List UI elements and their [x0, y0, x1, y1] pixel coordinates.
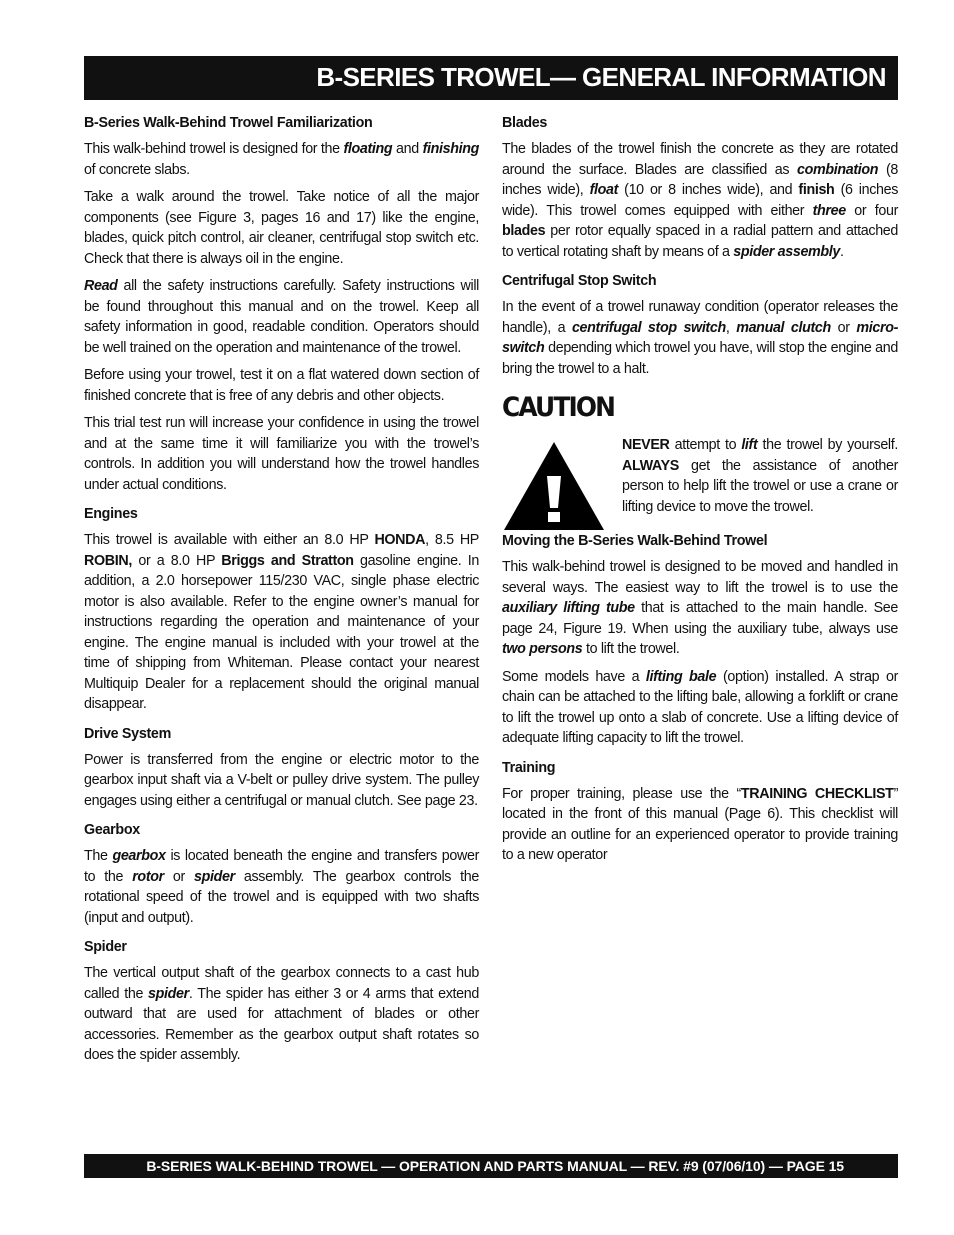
- heading-gearbox: Gearbox: [84, 822, 140, 838]
- heading-stop-switch: Centrifugal Stop Switch: [502, 273, 657, 289]
- para-stop-switch: In the event of a trowel runaway condition (operator releases the handle), a centrifugal stop switch, manual clutch or micro-switch depending which trowel you have, will stop the engine and bring the trowel to a halt.: [502, 299, 899, 377]
- heading-moving: Moving the B-Series Walk-Behind Trowel: [502, 533, 768, 549]
- heading-engines: Engines: [84, 506, 138, 522]
- right-column: [502, 114, 898, 873]
- warning-triangle-icon: [502, 440, 606, 532]
- para-familiarization-1: This walk-behind trowel is designed for the floating and finishing of concrete slabs.: [84, 141, 479, 178]
- caution-text: NEVER attempt to lift the trowel by yourself. ALWAYS get the assistance of another person to help lift the trowel or use a crane or lifting device to move the trowel.: [622, 437, 898, 515]
- caution-label: CAUTION: [502, 392, 615, 423]
- heading-spider: Spider: [84, 939, 127, 955]
- para-engines: This trowel is available with either an 8.0 HP HONDA, 8.5 HP ROBIN, or a 8.0 HP Briggs and Stratton gasoline engine. In addition, a 2.0 horsepower 115/230 VAC, single phase electric motor is also available. Refer to the engine owner’s manual for instructions regarding the operation and maintenance of your engine. The engine manual is included with your trowel at the time of shipping from Whiteman. Please contact your nearest Multiquip Dealer for a replacement should the original manual disappear.: [84, 532, 479, 712]
- footer-text: B-SERIES WALK-BEHIND TROWEL — OPERATION AND PARTS MANUAL — REV. #9 (07/06/10) — PAGE 15: [146, 1158, 844, 1174]
- para-familiarization-2: Take a walk around the trowel. Take notice of all the major components (see Figure 3, pages 16 and 17) like the engine, blades, quick pitch control, air cleaner, centrifugal stop switch etc. Check that there is always oil in the engine.: [84, 189, 479, 267]
- para-training: For proper training, please use the “TRAINING CHECKLIST” located in the front of this manual (Page 6). This checklist will provide an outline for an experienced operator to provide training to a new operator: [502, 785, 898, 863]
- heading-drive-system: Drive System: [84, 725, 171, 742]
- para-blades: The blades of the trowel finish the concrete as they are rotated around the surface. Blades are classified as combination (8 inches wide), float (10 or 8 inches wide), and finish (6 inches wide). This trowel comes equipped with either three or four blades per rotor equally spaced in a radial pattern and attached to vertical rotating shaft by means of a spider assembly.: [502, 141, 898, 260]
- para-gearbox: The gearbox is located beneath the engine and transfers power to the rotor or spider assembly. The gearbox controls the rotational speed of the trowel and is equipped with two shafts (input and output).: [84, 848, 480, 926]
- footer-bar: [84, 1154, 898, 1178]
- header-bar: [84, 56, 898, 100]
- heading-training: Training: [502, 759, 556, 776]
- para-familiarization-5: This trial test run will increase your confidence in using the trowel and at the same time it will familiarize you with the trowel’s controls. In addition you will understand how the trowel handles under actual conditions.: [84, 415, 479, 493]
- caution-block: [502, 393, 898, 532]
- para-moving-1: This walk-behind trowel is designed to be moved and handled in several ways. The easiest way to lift the trowel is to use the auxiliary lifting tube that is attached to the main handle. See page 24, Figure 19. When using the auxiliary tube, always use two persons to lift the trowel.: [502, 559, 898, 657]
- para-familiarization-4: Before using your trowel, test it on a flat watered down section of finished concrete that is free of any debris and other objects.: [84, 367, 479, 404]
- para-familiarization-3: Read all the safety instructions carefully. Safety instructions will be found throughout this manual and on the trowel. Keep all safety information in good, readable condition. Operators should be well trained on the operation and maintenance of the trowel.: [84, 278, 479, 356]
- left-column: [84, 114, 479, 1073]
- para-spider: The vertical output shaft of the gearbox connects to a cast hub called the spider. The spider has either 3 or 4 arms that extend outward that are used for attachment of blades or other accessories. Remember as the gearbox output shaft rotates so does the spider assembly.: [84, 965, 479, 1063]
- para-moving-2: Some models have a lifting bale (option) installed. A strap or chain can be attached to the lifting bale, allowing a forklift or crane to lift the trowel up onto a slab of concrete. Use a lifting device of adequate lifting capacity to lift the trowel.: [502, 668, 898, 746]
- page-title: B-SERIES TROWEL— GENERAL INFORMATION: [316, 62, 886, 92]
- heading-familiarization: B-Series Walk-Behind Trowel Familiarization: [84, 115, 373, 131]
- heading-blades: Blades: [502, 115, 548, 131]
- caution-row: [502, 435, 898, 532]
- para-drive-system: Power is transferred from the engine or electric motor to the gearbox input shaft via a V-belt or pulley drive system. The pulley engages using either a centrifugal or manual clutch. See page 23.: [84, 751, 479, 809]
